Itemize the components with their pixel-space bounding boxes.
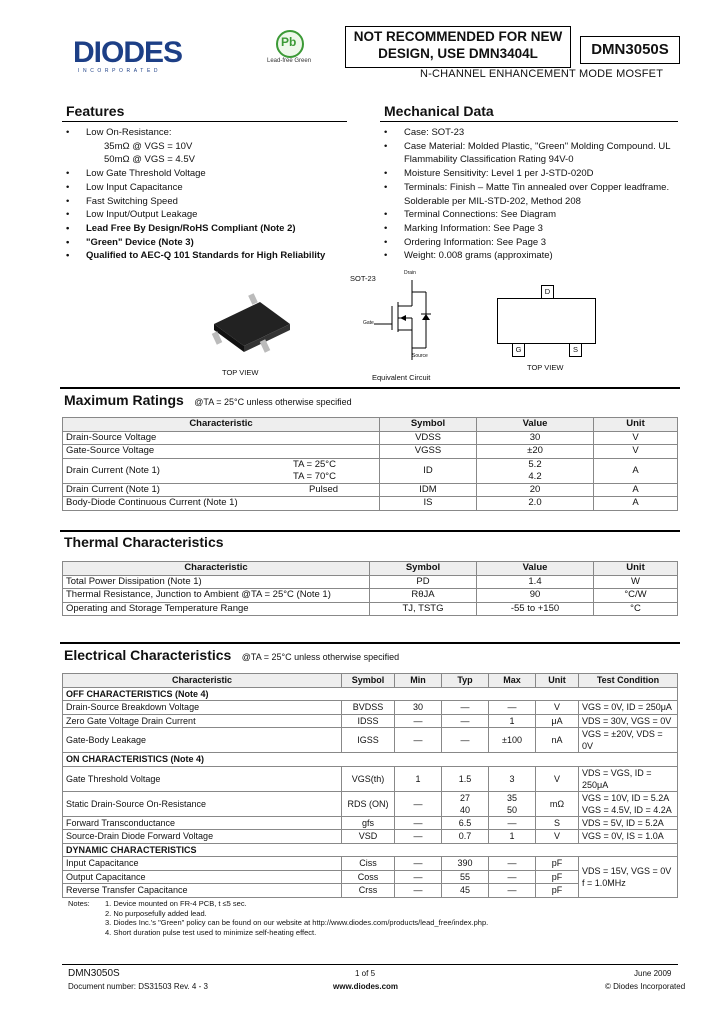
cell-max: 1: [489, 830, 536, 844]
cell-char: Thermal Resistance, Junction to Ambient @TA = 25°C (Note 1): [63, 589, 370, 603]
cell-char: Gate-Body Leakage: [63, 728, 342, 753]
cell-min: —: [395, 816, 442, 830]
footer-website-link[interactable]: www.diodes.com: [333, 982, 399, 991]
cell-char: Output Capacitance: [63, 870, 342, 884]
sot23-package-image: [200, 290, 300, 360]
source-label: Source: [412, 353, 428, 359]
features-underline: [62, 121, 347, 122]
table-row: [63, 791, 678, 816]
table-row: [63, 816, 678, 830]
thermal-rule: [60, 530, 680, 532]
footer-rule: [62, 964, 678, 965]
cell-max: —: [489, 870, 536, 884]
cell-condition: VGS = 0V, IS = 1.0A: [579, 830, 678, 844]
cell-char: Drain Current (Note 1) Pulsed: [63, 483, 380, 497]
logo-subtitle: INCORPORATED: [78, 68, 162, 74]
cell-unit: W: [594, 575, 678, 589]
not-recommended-line2: DESIGN, USE DMN3404L: [378, 46, 538, 61]
max-ratings-condition: @TA = 25°C unless otherwise specified: [194, 397, 352, 407]
cell-char: Gate-Source Voltage: [63, 445, 380, 459]
footer-document-number: Document number: DS31503 Rev. 4 - 3: [68, 982, 208, 991]
thermal-title: Thermal Characteristics: [64, 534, 224, 550]
cell-char: Drain-Source Voltage: [63, 431, 380, 445]
pin-g: G: [512, 343, 525, 357]
cell-unit: pF: [536, 870, 579, 884]
cell-char: Source-Drain Diode Forward Voltage: [63, 830, 342, 844]
cell-unit: °C: [594, 602, 678, 616]
cell-typ: 1.5: [442, 766, 489, 791]
cell-max: —: [489, 701, 536, 715]
diodes-logo: DIODES: [73, 36, 183, 69]
max-ratings-title: Maximum Ratings: [64, 392, 184, 408]
cell-unit: V: [594, 431, 678, 445]
col-header: Characteristic: [63, 418, 380, 432]
cell-symbol: VGSS: [380, 445, 477, 459]
notes-label: Notes:: [68, 899, 90, 908]
mechanical-item: • Terminals: Finish – Matte Tin annealed over Copper leadframe.: [380, 181, 690, 195]
cell-unit: mΩ: [536, 791, 579, 816]
col-header: Symbol: [370, 562, 477, 576]
cell-symbol: TJ, TSTG: [370, 602, 477, 616]
cell-symbol: ID: [380, 458, 477, 483]
mechanical-item: • Case: SOT-23: [380, 126, 690, 140]
table-row: [63, 589, 678, 603]
note-item: 1. Device mounted on FR-4 PCB, t ≤5 sec.: [105, 899, 247, 908]
cell-subcondition: Pulsed: [309, 483, 339, 495]
thermal-table: [62, 561, 678, 616]
note-item: 3. Diodes Inc.'s "Green" policy can be found on our website at http://www.diodes.com/products/lead_free/index.php.: [105, 918, 489, 927]
cell-max: ±100: [489, 728, 536, 753]
cell-symbol: VDSS: [380, 431, 477, 445]
cell-value: 1.4: [477, 575, 594, 589]
cell-condition: VGS = 10V, ID = 5.2A VGS = 4.5V, ID = 4.2A: [579, 791, 678, 816]
cell-typ: 0.7: [442, 830, 489, 844]
cell-unit: V: [536, 766, 579, 791]
cell-char: Zero Gate Voltage Drain Current: [63, 714, 342, 728]
col-header: Max: [489, 674, 536, 688]
table-row: [63, 602, 678, 616]
cell-char: Gate Threshold Voltage: [63, 766, 342, 791]
cell-condition: VDS = 30V, VGS = 0V: [579, 714, 678, 728]
table-row: [63, 714, 678, 728]
feature-item: 35mΩ @ VGS = 10V: [104, 140, 193, 152]
cell-typ: —: [442, 714, 489, 728]
table-row: [63, 728, 678, 753]
electrical-condition: @TA = 25°C unless otherwise specified: [241, 652, 400, 662]
not-recommended-line1: NOT RECOMMENDED FOR NEW: [353, 29, 563, 44]
col-header: Characteristic: [63, 562, 370, 576]
cell-char: Input Capacitance: [63, 857, 342, 871]
note-item: 4. Short duration pulse test used to minimize self-heating effect.: [105, 927, 317, 937]
features-title: Features: [66, 103, 125, 119]
top-view-label-1: TOP VIEW: [222, 368, 259, 377]
feature-item: 50mΩ @ VGS = 4.5V: [104, 154, 195, 166]
cell-value: ±20: [477, 445, 594, 459]
electrical-heading: [64, 647, 399, 665]
table-row: [63, 701, 678, 715]
cell-max: —: [489, 857, 536, 871]
cell-symbol: Crss: [342, 884, 395, 898]
footer-date: June 2009: [634, 969, 672, 978]
cell-symbol: IDSS: [342, 714, 395, 728]
cell-max: 3: [489, 766, 536, 791]
feature-item: • Qualified to AEC-Q 101 Standards for High Reliability: [62, 249, 362, 263]
top-view-label-2: TOP VIEW: [527, 363, 564, 372]
cell-typ: 27 40: [442, 791, 489, 816]
cell-max: 35 50: [489, 791, 536, 816]
table-row: [63, 830, 678, 844]
feature-item: • Low Input Capacitance: [62, 181, 362, 195]
col-header: Typ: [442, 674, 489, 688]
cell-symbol: gfs: [342, 816, 395, 830]
lead-free-icon: [276, 30, 304, 58]
cell-symbol: IS: [380, 497, 477, 511]
cell-symbol: IGSS: [342, 728, 395, 753]
mechanical-item: • Moisture Sensitivity: Level 1 per J-STD-020D: [380, 167, 690, 181]
cell-value: 5.2 4.2: [477, 458, 594, 483]
footer-copyright: © Diodes Incorporated: [605, 982, 686, 991]
sot23-label: SOT-23: [350, 274, 376, 283]
drain-label: Drain: [404, 270, 416, 276]
lead-free-caption: Lead-free Green: [267, 58, 312, 64]
electrical-rule: [60, 642, 680, 644]
cell-typ: 55: [442, 870, 489, 884]
cell-unit: pF: [536, 884, 579, 898]
mechanical-list: [380, 126, 690, 263]
max-ratings-table: [62, 417, 678, 511]
col-header: Unit: [536, 674, 579, 688]
cell-unit: V: [536, 701, 579, 715]
cell-min: —: [395, 857, 442, 871]
cell-symbol: IDM: [380, 483, 477, 497]
cell-min: 1: [395, 766, 442, 791]
note-item: 2. No purposefully added lead.: [105, 908, 207, 918]
cell-value: 30: [477, 431, 594, 445]
pin-s: S: [569, 343, 582, 357]
col-header: Unit: [594, 418, 678, 432]
pinout-body: [497, 298, 596, 344]
pin-d: D: [541, 285, 554, 299]
feature-item: • "Green" Device (Note 3): [62, 236, 362, 250]
table-row: [63, 857, 678, 871]
cell-unit: V: [536, 830, 579, 844]
group-label: DYNAMIC CHARACTERISTICS: [63, 843, 678, 857]
cell-symbol: RθJA: [370, 589, 477, 603]
col-header: Min: [395, 674, 442, 688]
cell-unit: A: [594, 497, 678, 511]
part-number-box: DMN3050S: [580, 36, 680, 64]
cell-char: Body-Diode Continuous Current (Note 1): [63, 497, 380, 511]
table-row: [63, 445, 678, 459]
feature-item: • Low Input/Output Leakage: [62, 208, 362, 222]
cell-condition: VDS = 15V, VGS = 0V f = 1.0MHz: [579, 857, 678, 898]
cell-condition: VDS = VGS, ID = 250μA: [579, 766, 678, 791]
table-row: [63, 431, 678, 445]
cell-min: —: [395, 830, 442, 844]
cell-max: 1: [489, 714, 536, 728]
table-row: [63, 766, 678, 791]
cell-min: —: [395, 728, 442, 753]
cell-symbol: Ciss: [342, 857, 395, 871]
table-row: [63, 458, 678, 483]
cell-typ: —: [442, 701, 489, 715]
mechanical-item: • Case Material: Molded Plastic, "Green" Molding Compound. UL: [380, 140, 690, 154]
electrical-table: [62, 673, 678, 898]
mechanical-underline: [380, 121, 678, 122]
cell-unit: A: [594, 458, 678, 483]
cell-value: 2.0: [477, 497, 594, 511]
cell-condition: VDS = 5V, ID = 5.2A: [579, 816, 678, 830]
group-label: OFF CHARACTERISTICS (Note 4): [63, 687, 678, 701]
notes-list: [105, 899, 675, 937]
mechanical-item: • Ordering Information: See Page 3: [380, 236, 690, 250]
cell-min: —: [395, 870, 442, 884]
cell-max: —: [489, 816, 536, 830]
cell-char: Operating and Storage Temperature Range: [63, 602, 370, 616]
mechanical-item: • Weight: 0.008 grams (approximate): [380, 249, 690, 263]
mechanical-item: • Marking Information: See Page 3: [380, 222, 690, 236]
cell-symbol: VSD: [342, 830, 395, 844]
col-header: Unit: [594, 562, 678, 576]
cell-unit: nA: [536, 728, 579, 753]
footer-page-number: 1 of 5: [355, 969, 376, 978]
max-ratings-heading: [64, 392, 352, 410]
table-row: [63, 497, 678, 511]
mechanical-item: Solderable per MIL-STD-202, Method 208: [404, 195, 581, 207]
col-header: Value: [477, 562, 594, 576]
cell-condition: VGS = 0V, ID = 250μA: [579, 701, 678, 715]
cell-char: Forward Transconductance: [63, 816, 342, 830]
col-header: Value: [477, 418, 594, 432]
group-row: [63, 687, 678, 701]
electrical-title: Electrical Characteristics: [64, 647, 232, 663]
group-row: [63, 843, 678, 857]
table-row: [63, 483, 678, 497]
cell-min: —: [395, 791, 442, 816]
device-subtitle: N-CHANNEL ENHANCEMENT MODE MOSFET: [420, 68, 664, 80]
cell-char: Drain-Source Breakdown Voltage: [63, 701, 342, 715]
cell-char: Drain Current (Note 1) TA = 25°C TA = 70°C: [63, 458, 380, 483]
cell-symbol: BVDSS: [342, 701, 395, 715]
cell-min: —: [395, 714, 442, 728]
cell-unit: S: [536, 816, 579, 830]
cell-char: Total Power Dissipation (Note 1): [63, 575, 370, 589]
not-recommended-box: [345, 26, 571, 68]
col-header: Symbol: [380, 418, 477, 432]
cell-symbol: PD: [370, 575, 477, 589]
cell-unit: °C/W: [594, 589, 678, 603]
feature-item: • Fast Switching Speed: [62, 195, 362, 209]
cell-max: —: [489, 884, 536, 898]
col-header: Characteristic: [63, 674, 342, 688]
cell-symbol: Coss: [342, 870, 395, 884]
pb-symbol: Pb: [281, 35, 297, 49]
gate-label: Gate: [363, 320, 374, 326]
feature-item: • Low On-Resistance:: [62, 126, 362, 140]
group-row: [63, 753, 678, 767]
max-ratings-rule: [60, 387, 680, 389]
cell-typ: 6.5: [442, 816, 489, 830]
col-header: Symbol: [342, 674, 395, 688]
cell-min: —: [395, 884, 442, 898]
equivalent-circuit-label: Equivalent Circuit: [372, 373, 431, 382]
group-label: ON CHARACTERISTICS (Note 4): [63, 753, 678, 767]
cell-char: Static Drain-Source On-Resistance: [63, 791, 342, 816]
cell-value: 90: [477, 589, 594, 603]
cell-typ: 45: [442, 884, 489, 898]
cell-unit: V: [594, 445, 678, 459]
cell-typ: 390: [442, 857, 489, 871]
cell-unit: μA: [536, 714, 579, 728]
footer-part-number: DMN3050S: [68, 968, 120, 979]
feature-item: • Lead Free By Design/RoHS Compliant (Note 2): [62, 222, 362, 236]
cell-unit: pF: [536, 857, 579, 871]
cell-condition: VGS = ±20V, VDS = 0V: [579, 728, 678, 753]
cell-value: -55 to +150: [477, 602, 594, 616]
cell-subcondition: TA = 25°C TA = 70°C: [293, 458, 336, 482]
col-header: Test Condition: [579, 674, 678, 688]
mechanical-title: Mechanical Data: [384, 103, 494, 119]
mechanical-item: Flammability Classification Rating 94V-0: [404, 154, 574, 166]
cell-value: 20: [477, 483, 594, 497]
feature-item: • Low Gate Threshold Voltage: [62, 167, 362, 181]
cell-typ: —: [442, 728, 489, 753]
mechanical-item: • Terminal Connections: See Diagram: [380, 208, 690, 222]
cell-symbol: RDS (ON): [342, 791, 395, 816]
cell-char: Reverse Transfer Capacitance: [63, 884, 342, 898]
cell-unit: A: [594, 483, 678, 497]
features-list: [62, 126, 362, 263]
table-row: [63, 575, 678, 589]
cell-symbol: VGS(th): [342, 766, 395, 791]
cell-min: 30: [395, 701, 442, 715]
